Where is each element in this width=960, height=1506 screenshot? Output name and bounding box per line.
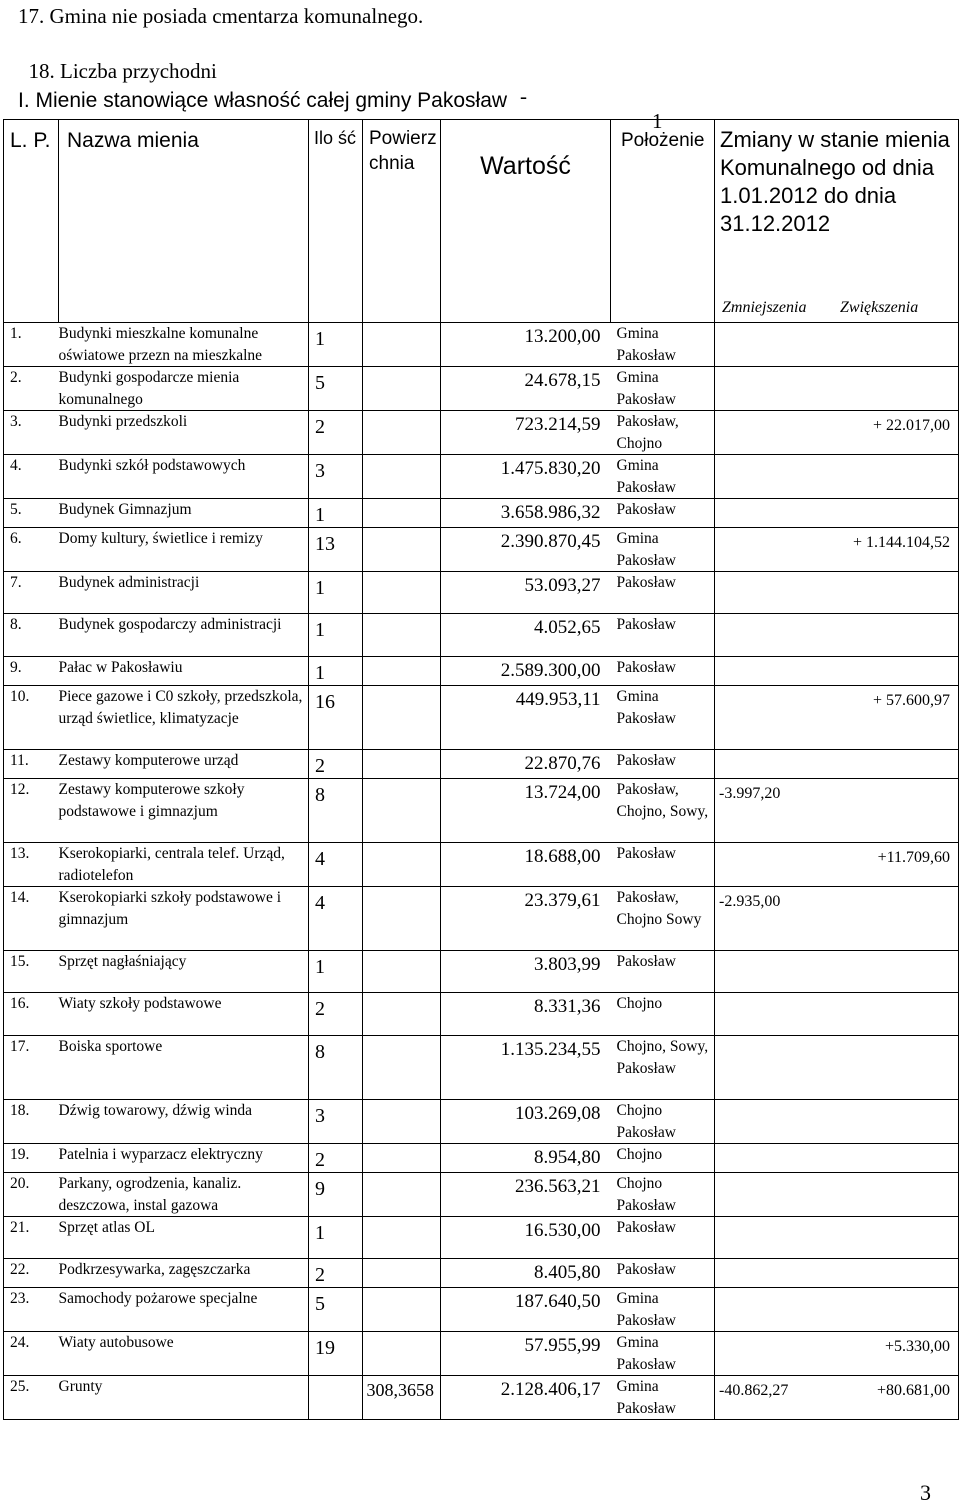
table-row	[4, 1217, 959, 1259]
cell-zwiekszenia	[835, 323, 959, 367]
cell-zwiekszenia	[835, 572, 959, 614]
cell-ilosc: 2	[309, 1144, 363, 1173]
cell-zwiekszenia: + 22.017,00	[835, 411, 959, 455]
cell-wartosc: 723.214,59	[441, 411, 611, 455]
cell-zwiekszenia	[835, 993, 959, 1036]
cell-powierzchnia	[363, 499, 441, 528]
table-row	[4, 843, 959, 887]
cell-wartosc: 2.589.300,00	[441, 657, 611, 686]
intro-line-18-dash: -	[520, 84, 527, 108]
cell-polozenie: Pakosław	[611, 657, 715, 686]
cell-polozenie: Gmina Pakosław	[611, 686, 715, 750]
cell-zmniejszenia: -40.862,27	[715, 1376, 835, 1420]
cell-zmniejszenia	[715, 499, 835, 528]
cell-zmniejszenia	[715, 1036, 835, 1100]
cell-nazwa: Budynki szkół podstawowych	[59, 455, 309, 499]
cell-nazwa: Budynki gospodarcze mienia komunalnego	[59, 367, 309, 411]
cell-nazwa: Zestawy komputerowe urząd	[59, 750, 309, 779]
cell-powierzchnia	[363, 455, 441, 499]
table-row	[4, 686, 959, 750]
cell-zmniejszenia: -2.935,00	[715, 887, 835, 951]
header-ilosc: Ilo ść	[309, 120, 363, 323]
table-row	[4, 614, 959, 657]
cell-ilosc: 1	[309, 657, 363, 686]
cell-polozenie: Gmina Pakosław	[611, 323, 715, 367]
cell-polozenie: Gmina Pakosław	[611, 1288, 715, 1332]
cell-ilosc: 1	[309, 499, 363, 528]
cell-lp: 6.	[4, 528, 59, 572]
cell-polozenie: Pakosław	[611, 572, 715, 614]
cell-zwiekszenia: +11.709,60	[835, 843, 959, 887]
cell-polozenie: Pakosław	[611, 1217, 715, 1259]
header-nazwa: Nazwa mienia	[59, 120, 309, 323]
cell-ilosc: 1	[309, 951, 363, 993]
cell-zmniejszenia	[715, 1100, 835, 1144]
cell-zmniejszenia	[715, 323, 835, 367]
cell-lp: 4.	[4, 455, 59, 499]
cell-zmniejszenia	[715, 1259, 835, 1288]
cell-powierzchnia	[363, 750, 441, 779]
cell-lp: 3.	[4, 411, 59, 455]
cell-zwiekszenia	[835, 887, 959, 951]
cell-ilosc: 9	[309, 1173, 363, 1217]
cell-nazwa: Piece gazowe i C0 szkoły, przedszkola, urząd świetlice, klimatyzacje	[59, 686, 309, 750]
table-row	[4, 528, 959, 572]
cell-wartosc: 1.475.830,20	[441, 455, 611, 499]
cell-ilosc	[309, 1376, 363, 1420]
cell-lp: 20.	[4, 1173, 59, 1217]
cell-wartosc: 16.530,00	[441, 1217, 611, 1259]
cell-wartosc: 13.724,00	[441, 779, 611, 843]
cell-powierzchnia	[363, 993, 441, 1036]
cell-zmniejszenia	[715, 843, 835, 887]
cell-wartosc: 8.405,80	[441, 1259, 611, 1288]
cell-lp: 14.	[4, 887, 59, 951]
cell-powierzchnia	[363, 657, 441, 686]
cell-lp: 13.	[4, 843, 59, 887]
cell-ilosc: 1	[309, 614, 363, 657]
cell-lp: 18.	[4, 1100, 59, 1144]
cell-nazwa: Patelnia i wyparzacz elektryczny	[59, 1144, 309, 1173]
cell-zwiekszenia	[835, 951, 959, 993]
table-row	[4, 499, 959, 528]
cell-zwiekszenia: + 57.600,97	[835, 686, 959, 750]
intro-line-18-value: 1	[652, 109, 663, 133]
cell-ilosc: 4	[309, 887, 363, 951]
intro-line-18-label: 18. Liczba przychodni	[28, 59, 217, 83]
cell-nazwa: Kserokopiarki, centrala telef. Urząd, radiotelefon	[59, 843, 309, 887]
cell-nazwa: Wiaty szkoły podstawowe	[59, 993, 309, 1036]
cell-nazwa: Sprzęt nagłaśniający	[59, 951, 309, 993]
cell-polozenie: Pakosław	[611, 843, 715, 887]
cell-polozenie: Gmina Pakosław	[611, 455, 715, 499]
cell-zwiekszenia	[835, 657, 959, 686]
table-row	[4, 887, 959, 951]
cell-lp: 22.	[4, 1259, 59, 1288]
table-row	[4, 1173, 959, 1217]
cell-zmniejszenia	[715, 572, 835, 614]
cell-nazwa: Domy kultury, świetlice i remizy	[59, 528, 309, 572]
table-row	[4, 1332, 959, 1376]
cell-zwiekszenia	[835, 1259, 959, 1288]
cell-lp: 1.	[4, 323, 59, 367]
cell-powierzchnia	[363, 614, 441, 657]
cell-powierzchnia	[363, 1259, 441, 1288]
cell-lp: 11.	[4, 750, 59, 779]
cell-wartosc: 57.955,99	[441, 1332, 611, 1376]
cell-lp: 9.	[4, 657, 59, 686]
cell-zmniejszenia	[715, 367, 835, 411]
cell-lp: 17.	[4, 1036, 59, 1100]
cell-wartosc: 449.953,11	[441, 686, 611, 750]
cell-powierzchnia	[363, 1173, 441, 1217]
cell-nazwa: Boiska sportowe	[59, 1036, 309, 1100]
cell-polozenie: Gmina Pakosław	[611, 528, 715, 572]
cell-ilosc: 3	[309, 455, 363, 499]
cell-lp: 16.	[4, 993, 59, 1036]
cell-polozenie: Chojno	[611, 1144, 715, 1173]
cell-zmniejszenia: -3.997,20	[715, 779, 835, 843]
cell-powierzchnia	[363, 1100, 441, 1144]
table-row	[4, 993, 959, 1036]
cell-polozenie: Chojno Pakosław	[611, 1100, 715, 1144]
cell-wartosc: 2.390.870,45	[441, 528, 611, 572]
cell-wartosc: 4.052,65	[441, 614, 611, 657]
cell-nazwa: Budynek gospodarczy administracji	[59, 614, 309, 657]
cell-polozenie: Chojno	[611, 993, 715, 1036]
cell-lp: 24.	[4, 1332, 59, 1376]
cell-zmniejszenia	[715, 455, 835, 499]
cell-wartosc: 8.954,80	[441, 1144, 611, 1173]
cell-wartosc: 3.803,99	[441, 951, 611, 993]
cell-powierzchnia	[363, 528, 441, 572]
cell-zmniejszenia	[715, 657, 835, 686]
cell-polozenie: Pakosław, Chojno Sowy	[611, 887, 715, 951]
cell-zmniejszenia	[715, 1173, 835, 1217]
cell-ilosc: 16	[309, 686, 363, 750]
cell-zmniejszenia	[715, 411, 835, 455]
header-zwiekszenia: Zwiększenia	[840, 299, 919, 316]
table-row	[4, 323, 959, 367]
header-polozenie: Położenie	[611, 120, 715, 323]
cell-nazwa: Budynek administracji	[59, 572, 309, 614]
cell-lp: 25.	[4, 1376, 59, 1420]
cell-zmniejszenia	[715, 1217, 835, 1259]
section-title: I. Mienie stanowiące własność całej gminy Pakosław	[18, 89, 508, 112]
cell-nazwa: Budynki przedszkoli	[59, 411, 309, 455]
cell-lp: 23.	[4, 1288, 59, 1332]
cell-lp: 7.	[4, 572, 59, 614]
cell-polozenie: Pakosław	[611, 499, 715, 528]
cell-ilosc: 4	[309, 843, 363, 887]
cell-zmniejszenia	[715, 528, 835, 572]
cell-powierzchnia	[363, 951, 441, 993]
cell-wartosc: 103.269,08	[441, 1100, 611, 1144]
cell-zmniejszenia	[715, 614, 835, 657]
cell-zwiekszenia	[835, 367, 959, 411]
cell-polozenie: Pakosław	[611, 750, 715, 779]
cell-wartosc: 236.563,21	[441, 1173, 611, 1217]
cell-powierzchnia	[363, 843, 441, 887]
table-row	[4, 572, 959, 614]
table-row	[4, 750, 959, 779]
cell-powierzchnia	[363, 887, 441, 951]
cell-ilosc: 5	[309, 367, 363, 411]
cell-zwiekszenia	[835, 750, 959, 779]
cell-polozenie: Pakosław, Chojno, Sowy,	[611, 779, 715, 843]
cell-powierzchnia: 308,3658	[363, 1376, 441, 1420]
cell-lp: 5.	[4, 499, 59, 528]
cell-nazwa: Podkrzesywarka, zagęszczarka	[59, 1259, 309, 1288]
cell-wartosc: 53.093,27	[441, 572, 611, 614]
cell-nazwa: Wiaty autobusowe	[59, 1332, 309, 1376]
cell-ilosc: 2	[309, 750, 363, 779]
cell-nazwa: Kserokopiarki szkoły podstawowe i gimnazjum	[59, 887, 309, 951]
cell-nazwa: Samochody pożarowe specjalne	[59, 1288, 309, 1332]
cell-powierzchnia	[363, 1217, 441, 1259]
cell-ilosc: 1	[309, 323, 363, 367]
cell-zwiekszenia: +5.330,00	[835, 1332, 959, 1376]
header-powierzchnia: Powierz chnia	[363, 120, 441, 323]
cell-ilosc: 8	[309, 779, 363, 843]
cell-lp: 21.	[4, 1217, 59, 1259]
cell-ilosc: 2	[309, 411, 363, 455]
cell-ilosc: 1	[309, 1217, 363, 1259]
cell-ilosc: 1	[309, 572, 363, 614]
cell-lp: 15.	[4, 951, 59, 993]
cell-wartosc: 1.135.234,55	[441, 1036, 611, 1100]
cell-polozenie: Pakosław	[611, 1259, 715, 1288]
header-zmniejszenia: Zmniejszenia	[722, 299, 807, 316]
cell-powierzchnia	[363, 686, 441, 750]
cell-ilosc: 5	[309, 1288, 363, 1332]
cell-polozenie: Pakosław	[611, 951, 715, 993]
cell-powierzchnia	[363, 779, 441, 843]
cell-powierzchnia	[363, 323, 441, 367]
cell-ilosc: 19	[309, 1332, 363, 1376]
cell-polozenie: Gmina Pakosław	[611, 367, 715, 411]
cell-lp: 2.	[4, 367, 59, 411]
cell-ilosc: 3	[309, 1100, 363, 1144]
cell-wartosc: 187.640,50	[441, 1288, 611, 1332]
cell-nazwa: Budynki mieszkalne komunalne oświatowe przezn na mieszkalne	[59, 323, 309, 367]
cell-polozenie: Chojno, Sowy, Pakosław	[611, 1036, 715, 1100]
cell-nazwa: Sprzęt atlas OL	[59, 1217, 309, 1259]
cell-powierzchnia	[363, 1332, 441, 1376]
cell-zwiekszenia	[835, 614, 959, 657]
header-zmiany	[715, 120, 959, 323]
cell-zwiekszenia	[835, 455, 959, 499]
table-row	[4, 1288, 959, 1332]
cell-nazwa: Grunty	[59, 1376, 309, 1420]
cell-zmniejszenia	[715, 1144, 835, 1173]
cell-zmniejszenia	[715, 993, 835, 1036]
cell-powierzchnia	[363, 1036, 441, 1100]
header-wartosc: Wartość	[441, 120, 611, 323]
cell-wartosc: 3.658.986,32	[441, 499, 611, 528]
table-row	[4, 657, 959, 686]
table-row	[4, 1144, 959, 1173]
table-row	[4, 951, 959, 993]
header-lp: L. P.	[4, 120, 59, 323]
cell-zwiekszenia: + 1.144.104,52	[835, 528, 959, 572]
cell-nazwa: Parkany, ogrodzenia, kanaliz. deszczowa, instal gazowa	[59, 1173, 309, 1217]
table-row	[4, 367, 959, 411]
cell-ilosc: 13	[309, 528, 363, 572]
page-number: 3	[920, 1480, 931, 1505]
cell-powierzchnia	[363, 411, 441, 455]
cell-nazwa: Budynek Gimnazjum	[59, 499, 309, 528]
cell-wartosc: 24.678,15	[441, 367, 611, 411]
cell-zmniejszenia	[715, 951, 835, 993]
cell-powierzchnia	[363, 1288, 441, 1332]
cell-wartosc: 8.331,36	[441, 993, 611, 1036]
cell-lp: 8.	[4, 614, 59, 657]
header-zmiany-text: Zmiany w stanie mienia Komunalnego od dnia 1.01.2012 do dnia 31.12.2012	[720, 127, 950, 236]
cell-zwiekszenia: +80.681,00	[835, 1376, 959, 1420]
cell-zwiekszenia	[835, 1173, 959, 1217]
cell-zwiekszenia	[835, 1217, 959, 1259]
cell-wartosc: 2.128.406,17	[441, 1376, 611, 1420]
cell-zmniejszenia	[715, 686, 835, 750]
cell-ilosc: 2	[309, 1259, 363, 1288]
cell-nazwa: Dźwig towarowy, dźwig winda	[59, 1100, 309, 1144]
cell-lp: 10.	[4, 686, 59, 750]
cell-polozenie: Pakosław, Chojno	[611, 411, 715, 455]
cell-lp: 19.	[4, 1144, 59, 1173]
cell-wartosc: 18.688,00	[441, 843, 611, 887]
table-row	[4, 1100, 959, 1144]
table-row	[4, 455, 959, 499]
table-row	[4, 411, 959, 455]
intro-line-17: 17. Gmina nie posiada cmentarza komunalnego.	[18, 4, 424, 28]
cell-nazwa: Pałac w Pakosławiu	[59, 657, 309, 686]
cell-wartosc: 22.870,76	[441, 750, 611, 779]
cell-zwiekszenia	[835, 499, 959, 528]
cell-polozenie: Gmina Pakosław	[611, 1332, 715, 1376]
cell-ilosc: 8	[309, 1036, 363, 1100]
table-row	[4, 779, 959, 843]
table-body	[4, 323, 959, 1420]
cell-lp: 12.	[4, 779, 59, 843]
cell-wartosc: 23.379,61	[441, 887, 611, 951]
property-table	[3, 119, 959, 1420]
cell-zmniejszenia	[715, 1332, 835, 1376]
table-row	[4, 1259, 959, 1288]
cell-ilosc: 2	[309, 993, 363, 1036]
cell-zwiekszenia	[835, 1144, 959, 1173]
table-row	[4, 1376, 959, 1420]
cell-zwiekszenia	[835, 779, 959, 843]
cell-nazwa: Zestawy komputerowe szkoły podstawowe i gimnazjum	[59, 779, 309, 843]
cell-polozenie: Pakosław	[611, 614, 715, 657]
cell-zmniejszenia	[715, 750, 835, 779]
cell-polozenie: Chojno Pakosław	[611, 1173, 715, 1217]
cell-zwiekszenia	[835, 1036, 959, 1100]
cell-powierzchnia	[363, 367, 441, 411]
cell-wartosc: 13.200,00	[441, 323, 611, 367]
table-row	[4, 1036, 959, 1100]
cell-powierzchnia	[363, 572, 441, 614]
cell-polozenie: Gmina Pakosław	[611, 1376, 715, 1420]
cell-zmniejszenia	[715, 1288, 835, 1332]
cell-powierzchnia	[363, 1144, 441, 1173]
cell-zwiekszenia	[835, 1288, 959, 1332]
cell-zwiekszenia	[835, 1100, 959, 1144]
